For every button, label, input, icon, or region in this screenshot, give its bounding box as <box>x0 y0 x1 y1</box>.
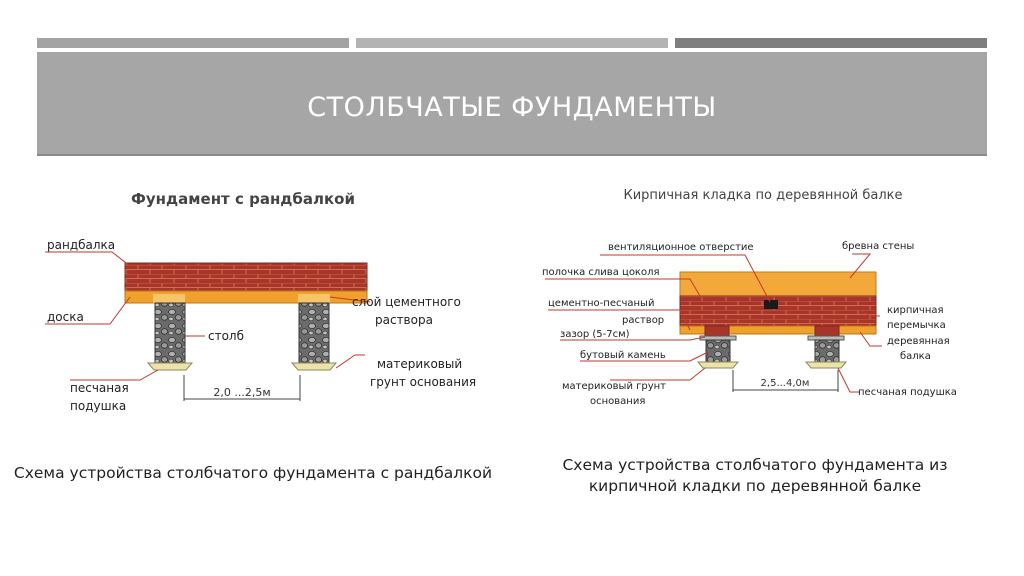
left-dimension: 2,0 ...2,5м <box>213 386 271 399</box>
vent-hole <box>764 300 778 309</box>
drip-shelf-right <box>808 336 844 340</box>
right-diagram <box>542 188 957 407</box>
brick-pier-top-left <box>705 326 729 336</box>
brick-pier-top-right <box>815 326 839 336</box>
label-mortar-2: раствора <box>375 313 433 327</box>
slide-title: СТОЛБЧАТЫЕ ФУНДАМЕНТЫ <box>307 92 717 123</box>
label-rubble: бутовый камень <box>580 350 666 361</box>
label-sand-2: подушка <box>70 399 127 413</box>
label-beam-2: балка <box>900 351 931 362</box>
rubble-stone-right <box>815 340 839 362</box>
randbalka-beam <box>125 263 367 291</box>
sand-cushion-right <box>292 363 336 370</box>
right-diagram-heading: Кирпичная кладка по деревянной балке <box>623 188 903 203</box>
sand-cushion-r-right <box>806 362 846 368</box>
label-vent: вентиляционное отверстие <box>608 242 754 253</box>
label-sand-r: песчаная подушка <box>858 387 957 398</box>
rubble-stone-left <box>706 340 730 362</box>
label-beam-1: деревянная <box>887 336 950 347</box>
label-randbalka: рандбалка <box>47 238 116 252</box>
label-drip-shelf: полочка слива цоколя <box>542 267 660 278</box>
label-gap: зазор (5-7см) <box>560 329 630 340</box>
label-ground-1: материковый <box>377 357 463 371</box>
label-doska: доска <box>47 310 84 324</box>
label-cement-2: раствор <box>622 315 665 326</box>
caption-left: Схема устройства столбчатого фундамента с рандбалкой <box>13 464 493 482</box>
right-dimension: 2,5...4,0м <box>760 378 810 389</box>
left-diagram <box>45 190 476 413</box>
label-sand-1: песчаная <box>70 381 129 395</box>
label-ground-2: грунт основания <box>370 375 477 389</box>
left-diagram-heading: Фундамент с рандбалкой <box>131 190 355 208</box>
label-brick-lintel-2: перемычка <box>887 320 946 331</box>
label-brick-lintel-1: кирпичная <box>887 305 944 316</box>
label-stolb: столб <box>208 329 244 343</box>
pillar-right <box>299 303 329 363</box>
drip-shelf-left <box>700 336 736 340</box>
sand-cushion-r-left <box>698 362 738 368</box>
wall-logs <box>680 272 876 296</box>
pillar-left <box>155 303 185 363</box>
label-logs: бревна стены <box>842 241 915 252</box>
label-cement-1: цементно-песчаный <box>548 298 655 309</box>
label-ground-r-1: материковый грунт <box>562 381 667 392</box>
caption-right: Схема устройства столбчатого фундамента из кирпичной кладки по деревянной балке <box>562 456 948 495</box>
sand-cushion-left <box>148 363 192 370</box>
label-ground-r-2: основания <box>590 396 646 407</box>
label-mortar-1: слой цементного <box>352 295 461 309</box>
